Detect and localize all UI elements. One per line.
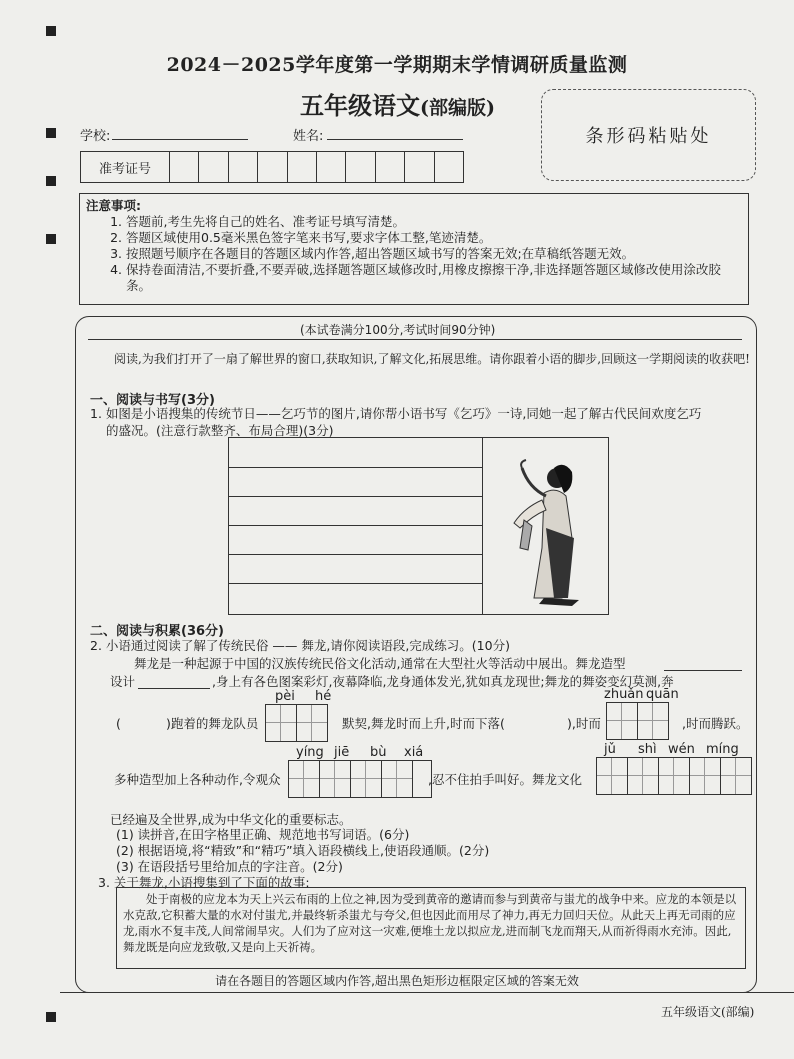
passage-line-1: 舞龙是一种起源于中国的汉族传统民俗文化活动,通常在大型社火等活动中展出。舞龙造型 bbox=[134, 656, 626, 671]
pinyin: míng bbox=[706, 742, 739, 757]
notice-item: 3. 按照题号顺序在各题目的答题区域内作答,超出答题区域书写的答案无效;在草稿纸答题无效。 bbox=[126, 246, 742, 262]
registration-mark bbox=[46, 234, 56, 244]
name-field[interactable] bbox=[327, 139, 463, 140]
sub-question-3: (3) 在语段括号里给加点的字注音。(2分) bbox=[116, 859, 343, 874]
passage-line-3c: 默契,舞龙时而上升,时而下落( bbox=[342, 716, 505, 731]
footer-note: 请在各题目的答题区域内作答,超出黑色矩形边框限定区域的答案无效 bbox=[215, 974, 579, 988]
passage-line-2b: ,身上有各色图案彩灯,夜幕降临,龙身通体发光,犹如真龙现世;舞龙的舞姿变幻莫测,奔 bbox=[212, 674, 674, 689]
notice-title: 注意事项: bbox=[86, 198, 141, 213]
passage-line-2a: 设计 bbox=[110, 674, 136, 689]
pinyin: jǔ bbox=[604, 742, 616, 757]
pinyin: wén bbox=[668, 742, 695, 757]
writing-lines[interactable] bbox=[229, 438, 483, 614]
page-footer: 五年级语文(部编) bbox=[661, 1005, 755, 1019]
qiqiao-girl-illustration bbox=[484, 438, 606, 612]
registration-mark bbox=[46, 128, 56, 138]
question-1-cont: 的盛况。(注意行款整齐、布局合理)(3分) bbox=[106, 423, 334, 438]
pinyin: hé bbox=[315, 689, 332, 704]
passage-line-3e: ,时而腾跃。 bbox=[682, 716, 749, 731]
notice-item: 4. 保持卷面清洁,不要折叠,不要弄破,选择题答题区域修改时,用橡皮擦擦干净,非选择题答题区域修改使用涂改胶条。 bbox=[126, 262, 742, 294]
pinyin: xiá bbox=[404, 745, 424, 760]
registration-mark bbox=[46, 26, 56, 36]
pinyin: zhuǎn bbox=[604, 687, 644, 702]
footer-divider bbox=[60, 992, 794, 993]
blank-2[interactable] bbox=[138, 688, 210, 689]
passage-line-3b: )跑着的舞龙队员 bbox=[166, 716, 259, 731]
poem-writing-box bbox=[228, 437, 609, 615]
pinyin: shì bbox=[638, 742, 657, 757]
pinyin: bù bbox=[370, 745, 387, 760]
pinyin: quān bbox=[646, 687, 679, 702]
passage-line-4a: 多种造型加上各种动作,令观众 bbox=[114, 772, 281, 787]
score-info: (本试卷满分100分,考试时间90分钟) bbox=[300, 323, 496, 337]
subject-name: 五年级语文 bbox=[300, 91, 420, 120]
section-1-title: 一、阅读与书写(3分) bbox=[90, 393, 215, 408]
section-2-title: 二、阅读与积累(36分) bbox=[90, 624, 224, 639]
pinyin: yíng bbox=[296, 745, 324, 760]
passage-line-5: 已经遍及全世界,成为中华文化的重要标志。 bbox=[110, 812, 352, 827]
exam-id-label: 准考证号 bbox=[81, 152, 170, 182]
sub-question-1: (1) 读拼音,在田字格里正确、规范地书写词语。(6分) bbox=[116, 827, 410, 842]
question-1: 1. 如图是小语搜集的传统节日——乞巧节的图片,请你帮小语书写《乞巧》一诗,同她一起了解古代民间欢度乞巧 bbox=[90, 406, 702, 421]
tianzige-zhuanquan[interactable] bbox=[606, 702, 669, 740]
question-3: 3. 关于舞龙,小语搜集到了下面的故事: bbox=[98, 875, 310, 890]
tianzige-peihe[interactable] bbox=[265, 704, 328, 742]
intro-text: 阅读,为我们打开了一扇了解世界的窗口,获取知识,了解文化,拓展思维。请你跟着小语的脚步,回顾这一学期阅读的收获吧! bbox=[114, 352, 750, 366]
notice-item: 1. 答题前,考生先将自己的姓名、准考证号填写清楚。 bbox=[126, 214, 742, 230]
registration-mark bbox=[46, 1012, 56, 1022]
edition-label: (部编版) bbox=[420, 97, 495, 119]
pinyin: jiē bbox=[334, 745, 350, 760]
barcode-area: 条形码粘贴处 bbox=[541, 89, 756, 181]
tianzige-yingjiebuxia[interactable] bbox=[288, 760, 432, 798]
story-box: 处于南极的应龙本为天上兴云布雨的上位之神,因为受到黄帝的邀请而参与到黄帝与蚩尤的战争中来。应龙的本领是以水克敌,它积蓄大量的水对付蚩尤,并最终斩杀蚩尤与夸父,但也因此而用尽了神力,再无力回归天位。从此天上再无司雨的应龙,雨水不复丰茂,人间常闹旱灾。人们为了应对这一灾难,便堆土龙以拟应龙,进而制飞龙而翔天,从而祈得雨水充沛。因此,舞龙既是向应龙致敬,又是向上天祈祷。 bbox=[116, 887, 746, 969]
school-field[interactable] bbox=[112, 139, 248, 140]
notice-box bbox=[79, 193, 749, 305]
pinyin: pèi bbox=[275, 689, 295, 704]
question-2: 2. 小语通过阅读了解了传统民俗 —— 舞龙,请你阅读语段,完成练习。(10分) bbox=[90, 638, 510, 653]
notice-item: 2. 答题区域使用0.5毫米黑色签字笔来书写,要求字体工整,笔迹清楚。 bbox=[126, 230, 742, 246]
subject-title bbox=[300, 86, 495, 121]
passage-line-4b: ,忍不住拍手叫好。舞龙文化 bbox=[428, 772, 582, 787]
passage-line-3d: ),时而 bbox=[567, 716, 601, 731]
exam-id-box[interactable] bbox=[80, 151, 464, 183]
paren-open: ( bbox=[116, 716, 121, 731]
name-label: 姓名: bbox=[293, 129, 324, 144]
exam-title: 2024－2025学年度第一学期期末学情调研质量监测 bbox=[166, 54, 628, 76]
divider bbox=[88, 339, 742, 340]
tianzige-jushiwenming[interactable] bbox=[596, 757, 752, 795]
school-label: 学校: bbox=[80, 129, 111, 144]
blank-1[interactable] bbox=[664, 670, 742, 671]
registration-mark bbox=[46, 176, 56, 186]
sub-question-2: (2) 根据语境,将“精致”和“精巧”填入语段横线上,使语段通顺。(2分) bbox=[116, 843, 490, 858]
